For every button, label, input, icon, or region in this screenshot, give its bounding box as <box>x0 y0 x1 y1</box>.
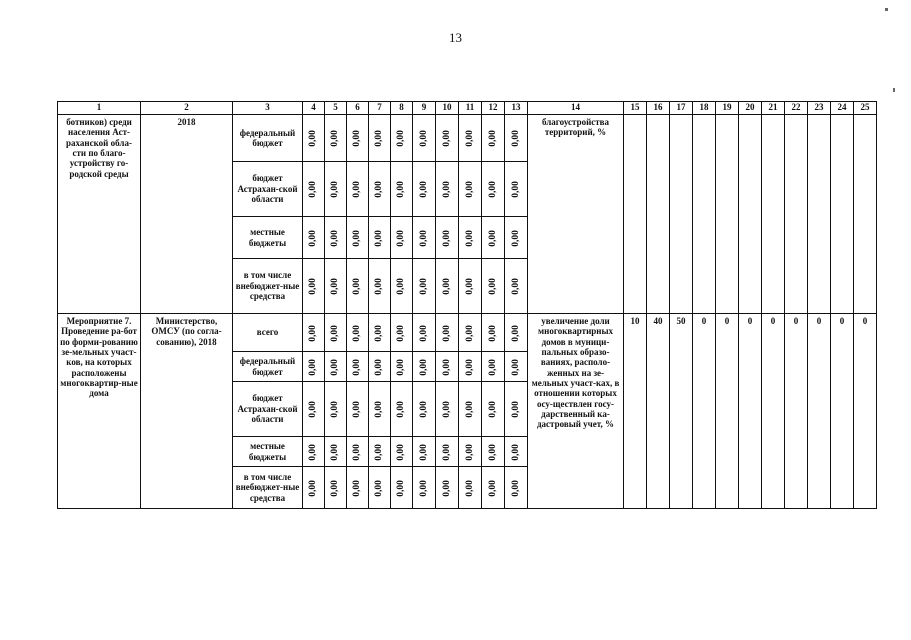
funding-value-cell <box>325 437 347 467</box>
column-number-cell: 14 <box>528 102 624 115</box>
funding-value: 0,00 <box>374 278 385 295</box>
column-number-cell: 5 <box>325 102 347 115</box>
column-number-cell: 22 <box>785 102 808 115</box>
funding-value: 0,00 <box>396 130 407 147</box>
funding-value: 0,00 <box>487 181 498 198</box>
funding-value-cell <box>505 352 528 382</box>
column-number-cell: 3 <box>233 102 303 115</box>
funding-value: 0,00 <box>510 324 521 342</box>
funding-value: 0,00 <box>396 401 407 418</box>
funding-value: 0,00 <box>374 130 385 147</box>
funding-value: 0,00 <box>418 181 429 198</box>
funding-value-cell <box>436 162 459 217</box>
funding-value-cell <box>413 437 436 467</box>
funding-value-cell <box>459 217 482 259</box>
page-number: 13 <box>449 30 462 45</box>
scan-mark <box>893 88 895 92</box>
column-number-cell: 7 <box>369 102 391 115</box>
column-number-cell: 15 <box>624 102 647 115</box>
funding-value: 0,00 <box>308 181 319 198</box>
funding-value: 0,00 <box>308 479 319 497</box>
scan-mark <box>885 8 888 11</box>
funding-value: 0,00 <box>487 443 498 461</box>
column-number-cell: 11 <box>459 102 482 115</box>
funding-value: 0,00 <box>374 443 385 461</box>
funding-value: 0,00 <box>418 324 429 342</box>
target-value-cell: 0 <box>785 314 808 509</box>
funding-value: 0,00 <box>510 358 521 376</box>
target-value-cell: 0 <box>831 314 854 509</box>
column-number-cell: 19 <box>716 102 739 115</box>
column-number-cell: 23 <box>808 102 831 115</box>
funding-value-cell <box>459 115 482 162</box>
funding-value-cell <box>413 162 436 217</box>
column-number-cell: 13 <box>505 102 528 115</box>
target-value-cell <box>831 115 854 314</box>
funding-value-cell <box>413 259 436 314</box>
funding-value-cell <box>505 217 528 259</box>
funding-value-cell <box>459 259 482 314</box>
funding-value: 0,00 <box>487 324 498 342</box>
funding-value-cell <box>391 437 413 467</box>
funding-source-cell: бюджет Астрахан-ской области <box>233 162 303 217</box>
funding-value: 0,00 <box>510 479 521 497</box>
funding-source-cell: федеральный бюджет <box>233 352 303 382</box>
funding-value-cell <box>391 162 413 217</box>
column-number-cell: 10 <box>436 102 459 115</box>
funding-value: 0,00 <box>464 278 475 295</box>
funding-value: 0,00 <box>330 229 341 247</box>
funding-value: 0,00 <box>308 324 319 342</box>
funding-value-cell <box>505 382 528 437</box>
funding-value-cell <box>391 259 413 314</box>
executor-cell: Министерство, ОМСУ (по согла-сованию), 2018 <box>141 314 233 509</box>
funding-value-cell <box>482 352 505 382</box>
funding-value: 0,00 <box>330 181 341 198</box>
target-value-cell: 10 <box>624 314 647 509</box>
funding-value-cell <box>369 162 391 217</box>
funding-value: 0,00 <box>352 401 363 418</box>
funding-value: 0,00 <box>308 443 319 461</box>
funding-value-cell <box>325 259 347 314</box>
funding-value: 0,00 <box>330 479 341 497</box>
target-value-cell <box>762 115 785 314</box>
funding-value-cell <box>436 382 459 437</box>
column-number-cell: 17 <box>670 102 693 115</box>
funding-value: 0,00 <box>510 181 521 198</box>
funding-value: 0,00 <box>464 401 475 418</box>
funding-value: 0,00 <box>487 278 498 295</box>
funding-value: 0,00 <box>330 130 341 147</box>
funding-row <box>58 314 877 352</box>
funding-value: 0,00 <box>487 130 498 147</box>
funding-value-cell <box>391 115 413 162</box>
target-value-cell <box>808 115 831 314</box>
funding-value: 0,00 <box>418 229 429 247</box>
funding-value-cell <box>347 352 369 382</box>
funding-value-cell <box>347 437 369 467</box>
funding-value: 0,00 <box>374 401 385 418</box>
funding-value-cell <box>413 382 436 437</box>
target-value-cell: 0 <box>762 314 785 509</box>
funding-value-cell <box>436 314 459 352</box>
funding-value: 0,00 <box>396 181 407 198</box>
funding-value-cell <box>482 259 505 314</box>
funding-value-cell <box>482 382 505 437</box>
funding-value-cell <box>505 259 528 314</box>
funding-value: 0,00 <box>418 278 429 295</box>
funding-value: 0,00 <box>352 443 363 461</box>
funding-value-cell <box>325 314 347 352</box>
funding-value: 0,00 <box>464 229 475 247</box>
funding-value-cell <box>459 162 482 217</box>
funding-value-cell <box>325 115 347 162</box>
target-value-cell: 0 <box>808 314 831 509</box>
measure-name-cell: Мероприятие 7. Проведение ра-бот по форми-рованию зе-мельных участ-ков, на которых расположены многоквартир-ные дома <box>58 314 141 509</box>
column-number-cell: 8 <box>391 102 413 115</box>
funding-value: 0,00 <box>330 443 341 461</box>
funding-value: 0,00 <box>374 324 385 342</box>
funding-value: 0,00 <box>308 358 319 376</box>
column-number-cell: 24 <box>831 102 854 115</box>
target-value-cell: 50 <box>670 314 693 509</box>
funding-value: 0,00 <box>464 443 475 461</box>
funding-value: 0,00 <box>510 443 521 461</box>
column-number-cell: 9 <box>413 102 436 115</box>
funding-value-cell <box>347 217 369 259</box>
target-value-cell <box>854 115 877 314</box>
funding-value-cell <box>369 314 391 352</box>
funding-value-cell <box>391 382 413 437</box>
funding-value-cell <box>482 115 505 162</box>
funding-value: 0,00 <box>330 358 341 376</box>
column-number-cell: 12 <box>482 102 505 115</box>
funding-value: 0,00 <box>441 324 452 342</box>
funding-value-cell <box>413 217 436 259</box>
funding-value: 0,00 <box>441 479 452 497</box>
funding-value-cell <box>436 352 459 382</box>
funding-value-cell <box>325 217 347 259</box>
funding-value-cell <box>391 314 413 352</box>
funding-value: 0,00 <box>330 278 341 295</box>
funding-value-cell <box>325 467 347 509</box>
target-value-cell: 40 <box>647 314 670 509</box>
target-value-cell <box>647 115 670 314</box>
target-value-cell <box>693 115 716 314</box>
funding-value-cell <box>303 467 325 509</box>
funding-source-cell: федеральный бюджет <box>233 115 303 162</box>
funding-source-cell: в том числе внебюджет-ные средства <box>233 467 303 509</box>
funding-value-cell <box>325 162 347 217</box>
funding-value: 0,00 <box>510 130 521 147</box>
funding-value-cell <box>436 437 459 467</box>
funding-value: 0,00 <box>352 181 363 198</box>
funding-value-cell <box>505 314 528 352</box>
funding-value-cell <box>482 467 505 509</box>
funding-value: 0,00 <box>396 229 407 247</box>
funding-value: 0,00 <box>330 401 341 418</box>
funding-source-cell: в том числе внебюджет-ные средства <box>233 259 303 314</box>
target-value-cell <box>624 115 647 314</box>
funding-value: 0,00 <box>352 229 363 247</box>
funding-value: 0,00 <box>308 278 319 295</box>
funding-source-cell: местные бюджеты <box>233 437 303 467</box>
funding-value-cell <box>325 382 347 437</box>
funding-value: 0,00 <box>418 130 429 147</box>
funding-value: 0,00 <box>487 229 498 247</box>
funding-value-cell <box>347 382 369 437</box>
funding-row <box>58 115 877 162</box>
funding-value-cell <box>325 352 347 382</box>
funding-value-cell <box>459 382 482 437</box>
funding-source-cell: местные бюджеты <box>233 217 303 259</box>
funding-value: 0,00 <box>441 358 452 376</box>
funding-value: 0,00 <box>396 358 407 376</box>
funding-value-cell <box>347 467 369 509</box>
funding-value-cell <box>459 467 482 509</box>
funding-value: 0,00 <box>464 130 475 147</box>
executor-cell: 2018 <box>141 115 233 314</box>
funding-value: 0,00 <box>352 130 363 147</box>
funding-value: 0,00 <box>441 229 452 247</box>
funding-value: 0,00 <box>308 130 319 147</box>
funding-value-cell <box>369 382 391 437</box>
target-value-cell <box>785 115 808 314</box>
funding-value: 0,00 <box>464 358 475 376</box>
funding-value: 0,00 <box>418 443 429 461</box>
funding-value: 0,00 <box>464 181 475 198</box>
funding-value: 0,00 <box>441 278 452 295</box>
funding-value-cell <box>436 217 459 259</box>
funding-value-cell <box>303 259 325 314</box>
funding-value-cell <box>347 115 369 162</box>
funding-value: 0,00 <box>464 324 475 342</box>
funding-value: 0,00 <box>441 443 452 461</box>
funding-value: 0,00 <box>396 479 407 497</box>
funding-value-cell <box>347 314 369 352</box>
funding-value-cell <box>505 115 528 162</box>
funding-value: 0,00 <box>441 130 452 147</box>
funding-value-cell <box>436 259 459 314</box>
funding-value-cell <box>369 115 391 162</box>
column-number-cell: 1 <box>58 102 141 115</box>
column-number-cell: 2 <box>141 102 233 115</box>
funding-value: 0,00 <box>441 181 452 198</box>
funding-value-cell <box>459 314 482 352</box>
funding-value-cell <box>413 352 436 382</box>
target-value-cell: 0 <box>854 314 877 509</box>
funding-value: 0,00 <box>352 358 363 376</box>
funding-value: 0,00 <box>330 324 341 342</box>
funding-value-cell <box>413 467 436 509</box>
funding-value: 0,00 <box>374 479 385 497</box>
funding-value-cell <box>505 467 528 509</box>
funding-value: 0,00 <box>487 401 498 418</box>
funding-value: 0,00 <box>510 229 521 247</box>
funding-value: 0,00 <box>418 479 429 497</box>
funding-value-cell <box>369 437 391 467</box>
funding-value-cell <box>303 162 325 217</box>
funding-value: 0,00 <box>487 358 498 376</box>
funding-value-cell <box>505 437 528 467</box>
column-number-cell: 6 <box>347 102 369 115</box>
funding-value-cell <box>303 115 325 162</box>
funding-source-cell: бюджет Астрахан-ской области <box>233 382 303 437</box>
funding-value-cell <box>369 259 391 314</box>
funding-value: 0,00 <box>396 278 407 295</box>
funding-value: 0,00 <box>374 229 385 247</box>
funding-value: 0,00 <box>418 401 429 418</box>
funding-value: 0,00 <box>352 278 363 295</box>
column-number-cell: 21 <box>762 102 785 115</box>
funding-value-cell <box>391 217 413 259</box>
funding-value-cell <box>369 217 391 259</box>
funding-value-cell <box>303 352 325 382</box>
indicator-cell: увеличение доли многоквартирных домов в муници-пальных образо-ваниях, располо-женных на зе-мельных участ-ках, в отношении которых осу-ществлен госу-дарственный ка-дастровый учет, % <box>528 314 624 509</box>
funding-value: 0,00 <box>510 401 521 418</box>
funding-value: 0,00 <box>396 443 407 461</box>
funding-value: 0,00 <box>418 358 429 376</box>
funding-value-cell <box>436 467 459 509</box>
funding-value: 0,00 <box>487 479 498 497</box>
column-number-cell: 16 <box>647 102 670 115</box>
column-number-cell: 20 <box>739 102 762 115</box>
column-number-cell: 18 <box>693 102 716 115</box>
funding-value-cell <box>459 437 482 467</box>
target-value-cell: 0 <box>716 314 739 509</box>
funding-value: 0,00 <box>374 181 385 198</box>
funding-value: 0,00 <box>396 324 407 342</box>
funding-value: 0,00 <box>308 229 319 247</box>
indicator-cell: благоустройства территорий, % <box>528 115 624 314</box>
funding-value: 0,00 <box>308 401 319 418</box>
target-value-cell: 0 <box>739 314 762 509</box>
funding-value-cell <box>505 162 528 217</box>
funding-value: 0,00 <box>352 324 363 342</box>
funding-value-cell <box>369 352 391 382</box>
target-value-cell <box>670 115 693 314</box>
target-value-cell <box>739 115 762 314</box>
funding-value-cell <box>347 259 369 314</box>
funding-value: 0,00 <box>510 278 521 295</box>
funding-value-cell <box>391 352 413 382</box>
funding-value-cell <box>482 217 505 259</box>
funding-value-cell <box>413 115 436 162</box>
column-number-cell: 4 <box>303 102 325 115</box>
funding-value-cell <box>482 162 505 217</box>
funding-value: 0,00 <box>374 358 385 376</box>
funding-value: 0,00 <box>441 401 452 418</box>
funding-value-cell <box>347 162 369 217</box>
funding-source-cell: всего <box>233 314 303 352</box>
funding-value-cell <box>459 352 482 382</box>
target-value-cell <box>716 115 739 314</box>
funding-value-cell <box>391 467 413 509</box>
header-row <box>58 102 877 115</box>
target-value-cell: 0 <box>693 314 716 509</box>
measure-name-cell: ботников) среди населения Аст-раханской обла-сти по благо-устройству го-родской среды <box>58 115 141 314</box>
funding-value-cell <box>482 437 505 467</box>
funding-value: 0,00 <box>352 479 363 497</box>
funding-value: 0,00 <box>464 479 475 497</box>
funding-value-cell <box>482 314 505 352</box>
program-table <box>57 101 877 509</box>
funding-value-cell <box>303 217 325 259</box>
funding-value-cell <box>369 467 391 509</box>
funding-value-cell <box>303 314 325 352</box>
column-number-cell: 25 <box>854 102 877 115</box>
funding-value-cell <box>303 437 325 467</box>
funding-value-cell <box>413 314 436 352</box>
funding-value-cell <box>436 115 459 162</box>
funding-value-cell <box>303 382 325 437</box>
